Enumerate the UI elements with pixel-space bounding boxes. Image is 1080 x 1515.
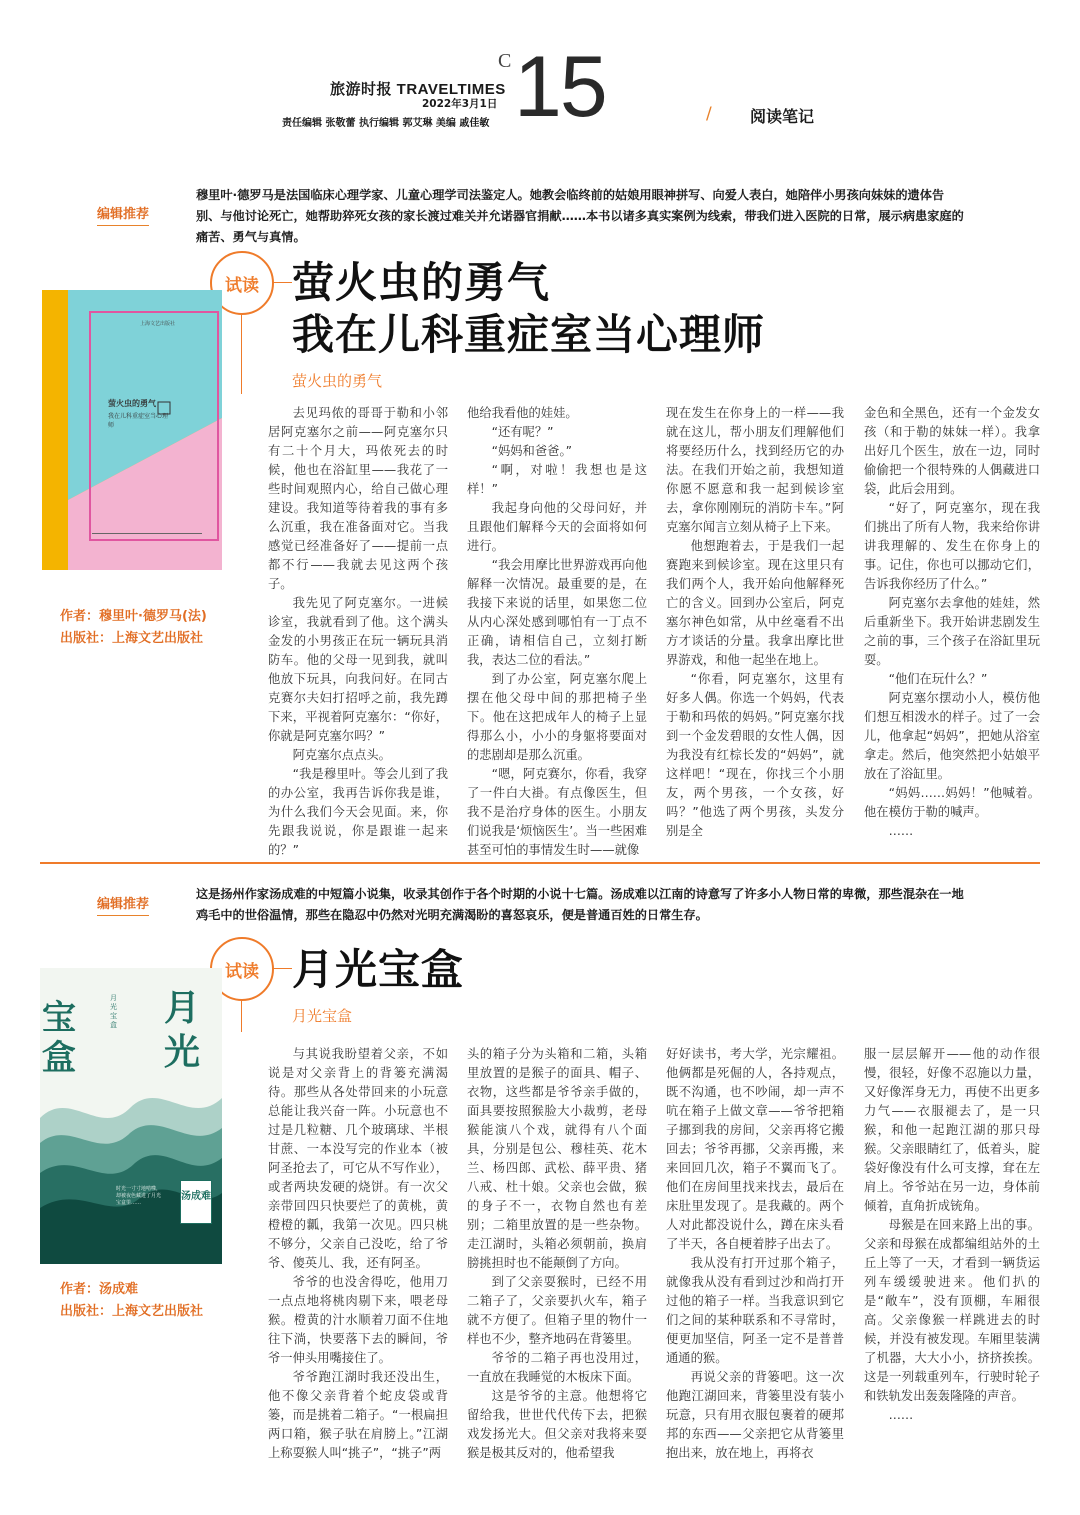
book-spine xyxy=(42,290,69,570)
article-intro: 穆里叶·德罗马是法国临床心理学家、儿童心理学司法鉴定人。她教会临终前的姑娘用眼神拼写、向爱人表白，她陪伴小男孩向妹妹的遗体告别、与他讨论死亡，她帮助猝死女孩的家长渡过难关并允诺器官捐献……本书以诸多真实案例为线索，带我们进入医院的日常，展示病患家庭的痛苦、勇气与真情。 xyxy=(196,188,964,244)
cover-title: 萤火虫的勇气 xyxy=(108,399,156,408)
paragraph: 服一层层解开——他的动作很慢，很轻，好像不忍施以力量，又好像浑身无力，再使不出更多力气——衣服褪去了，是一只猴，和他一起跑江湖的那只母猴。父亲眼睛红了，低着头，腚袋好像没有什么可支撑，耷在左肩上。爷爷站在另一边，身体前倾着，直角折成铳角。 xyxy=(864,1047,1040,1213)
book-meta xyxy=(60,1279,203,1323)
paragraph: 到了父亲耍猴时，已经不用二箱子了，父亲要扒火车，箱子就不方便了。但箱子里的物什一样也不少，整齐地码在背篓里。 xyxy=(467,1275,647,1346)
section-divider xyxy=(40,862,1040,864)
paragraph: “妈妈和爸爸。” xyxy=(491,444,572,458)
trial-read-badge: 试读 xyxy=(210,251,274,315)
text-column xyxy=(268,404,448,860)
cover-art xyxy=(68,290,222,570)
paragraph: …… xyxy=(888,824,914,838)
paragraph: 母猴是在回来路上出的事。父亲和母猴在成都编组站外的土丘上等了一天，才看到一辆货运列车缓缓驶进来。他们扒的是“敞车”，没有顶棚，车厢很高。父亲像猴一样跳进去的时候，并没有被发现。车厢里装满了机器，大大小小，挤挤挨挨。这是一列载重列车，行驶时轮子和铁轨发出轰轰隆隆的声音。 xyxy=(864,1218,1040,1403)
badge-connector xyxy=(241,998,242,1032)
badge-connector xyxy=(272,968,292,969)
article-intro: 这是扬州作家汤成难的中短篇小说集，收录其创作于各个时期的小说十七篇。汤成难以江南的诗意写了许多小人物日常的卑微，那些混杂在一地鸡毛中的世俗温情，那些在隐忍中仍然对光明充满渴盼的喜怒哀乐，便是普通百姓的日常生存。 xyxy=(196,887,964,922)
article-title: 月光宝盒 xyxy=(292,945,465,994)
paragraph: 这是爷爷的主意。他想将它留给我，世世代代传下去，把猴戏发扬光大。但父亲对我将来耍猴是极其反对的，他希望我 xyxy=(467,1389,647,1460)
cover-publisher: 上海文艺出版社 xyxy=(140,321,176,327)
paragraph: “还有呢？” xyxy=(491,425,554,439)
book-meta xyxy=(60,606,207,650)
paragraph: 与其说我盼望着父亲，不如说是对父亲背上的背篓充满渴待。那些从各处带回来的小玩意总能让我兴奋一阵。小玩意也不过是几粒糖、几个玻璃球、半根甘蔗、一本没写完的作业本（被阿圣抢去了，可它从不写作业），或者两块发硬的烧饼。有一次父亲带回四只快要烂了的黄桃，黄橙橙的瓤，我第一次见。四只桃不够分，父亲自己没吃，给了爷爷、傻英儿、我，还有阿圣。 xyxy=(268,1047,448,1270)
editor-recommend-tag: 编辑推荐 xyxy=(97,893,149,916)
paragraph: …… xyxy=(888,1408,914,1422)
paragraph: 好好读书，考大学，光宗耀祖。他俩都是死倔的人，各持观点，既不沟通，也不吵闹，却一声不吭在箱子上做文章——爷爷把箱子挪到我的房间，父亲再将它搬回去；爷爷再挪，父亲再搬，来来回回几次，箱子不翼而飞了。他们在房间里找来找去，最后在床肚里发现了。是我藏的。两个人对此都没说什么，蹲在床头看了半天，各自梗着脖子出去了。 xyxy=(666,1047,844,1251)
editor-credits: 责任编辑 张敬蕾 执行编辑 郭艾琳 美编 戚佳敏 xyxy=(282,118,490,129)
paragraph: “我是穆里叶。等会儿到了我的办公室，我再告诉你我是谁，为什么我们今天会见面。来，你先跟我说说，你是跟谁一起来的？” xyxy=(268,767,448,857)
paragraph: 我从没有打开过那个箱子，就像我从没有看到过沙和尚打开过他的箱子一样。当我意识到它们之间的某种联系和不寻常时，便更加坚信，阿圣一定不是普普通通的猴。 xyxy=(666,1256,844,1365)
paragraph: 我先见了阿克塞尔。一进候诊室，我就看到了他。这个满头金发的小男孩正在玩一辆玩具消防车。他的父母一见到我，就叫他放下玩具，向我问好。在同古克赛尔夫妇打招呼之前，我先蹲下来，平视着阿克塞尔：“你好，你就是阿克塞尔吗？” xyxy=(268,596,448,743)
paragraph: “嗯，阿克赛尔，你看，我穿了一件白大褂。有点像医生，但我不是治疗身体的医生。小朋友们说我是‘烦恼医生’。当一些困难甚至可怕的事情发生时——就像 xyxy=(467,767,647,857)
section-letter: C xyxy=(498,50,512,72)
paragraph: 金色和全黑色，还有一个金发女孩（和于勒的妹妹一样）。我拿出好几个医生，放在一边，同时偷偷把一个很特殊的人偶藏进口袋，此后会用到。 xyxy=(864,406,1040,496)
paragraph: “你看，阿克塞尔，这里有好多人偶。你选一个妈妈，代表于勒和玛侬的妈妈。”阿克塞尔找到一个金发碧眼的女性人偶，因为我没有红棕长发的“妈妈”，就这样吧！“现在，你找三个小朋友，两个男孩，一个女孩，好吗？”他选了两个男孩，头发分别是全 xyxy=(666,672,844,838)
paragraph: 爷爷的二箱子再也没用过，一直放在我睡觉的木板床下面。 xyxy=(467,1351,647,1384)
cover-subtitle: 我在儿科重症室当心理师 xyxy=(108,413,169,429)
paragraph: “我会用摩比世界游戏再向他解释一次情况。最重要的是，在我接下来说的话里，如果您二位从内心深处感到哪怕有一丁点不正确，请相信自己，立刻打断我，表达二位的看法。” xyxy=(467,558,647,667)
slash-ornament: / xyxy=(706,104,712,124)
paragraph: “啊，对啦！我想也是这样！” xyxy=(467,463,647,496)
page-number: 15 xyxy=(514,39,606,135)
cover-rule xyxy=(92,533,202,534)
book-publisher: 出版社：上海文艺出版社 xyxy=(60,1304,204,1319)
cover-title-left: 宝盒 xyxy=(42,998,76,1078)
book-publisher: 出版社：上海文艺出版社 xyxy=(60,631,204,646)
newspaper-name: 旅游时报 TRAVELTIMES xyxy=(330,81,506,98)
cover-vertical-title: 月光宝盒 xyxy=(110,994,117,1029)
cover-title-right: 月光 xyxy=(164,987,201,1073)
paragraph: 爷爷的也没舍得吃，他用刀一点点地将桃肉剔下来，喂老母猴。橙黄的汁水顺着刀面不住地往下淌，快要落下去的瞬间，爷爷一伸头用嘴接住了。 xyxy=(268,1275,448,1365)
book-cover xyxy=(42,290,222,570)
text-column xyxy=(666,404,844,841)
book-author: 作者：穆里叶·德罗马(法) xyxy=(60,609,207,624)
paragraph: 阿克塞尔去拿他的娃娃，然后重新坐下。我开始讲悲剧发生之前的事，三个孩子在浴缸里玩耍。 xyxy=(864,596,1040,667)
badge-connector xyxy=(272,282,292,283)
paragraph: “他们在玩什么？” xyxy=(888,672,988,686)
book-author: 作者：汤成难 xyxy=(60,1282,139,1297)
text-column xyxy=(864,1045,1040,1425)
article-title xyxy=(292,257,912,361)
paragraph: 现在发生在你身上的一样——我就在这儿，帮小朋友们理解他们将要经历什么，找到经历它的办法。在我们开始之前，我想知道你愿不愿意和我一起到候诊室去，拿你刚刚玩的消防卡车。”阿克塞尔闻言立刻从椅子上下来。 xyxy=(666,406,844,534)
paragraph: 头的箱子分为头箱和二箱，头箱里放置的是猴子的面具、帽子、衣物，这些都是爷爷亲手做的，面具要按照猴脸大小裁剪，老母猴能演八个戏，就得有八个面具，分别是包公、穆桂英、花木兰、杨四郎、武松、薛平贵、猪八戒、杜十娘。父亲也会做，猴的身子不一，衣物自然也有差别；二箱里放置的是一些杂物。走江湖时，头箱必须朝前，换肩膀挑担时也不能颠倒了方向。 xyxy=(467,1047,647,1270)
paragraph: 他想跑着去，于是我们一起赛跑来到候诊室。现在这里只有我们两个人，我开始向他解释死亡的含义。回到办公室后，阿克塞尔神色如常，从中丝毫看不出方才谈话的分量。我拿出摩比世界游戏，和他一起坐在地上。 xyxy=(666,539,844,667)
badge-connector xyxy=(241,312,242,394)
text-column xyxy=(268,1045,448,1463)
text-column xyxy=(467,404,647,860)
paragraph: “好了，阿克塞尔，现在我们挑出了所有人物，我来给你讲讲我理解的、发生在你身上的事。记住，你也可以挪动它们，告诉我你经历了什么。” xyxy=(864,501,1040,591)
paragraph: 阿克塞尔摆动小人，模仿他们想互相泼水的样子。过了一会儿，他拿起“妈妈”，把她从浴室拿走。然后，他突然把小姑娘平放在了浴缸里。 xyxy=(864,691,1040,781)
book-cover xyxy=(40,968,222,1264)
title-line: 萤火虫的勇气 xyxy=(292,258,551,307)
title-line: 我在儿科重症室当心理师 xyxy=(292,310,766,359)
column-name: 阅读笔记 xyxy=(750,107,815,126)
text-column xyxy=(864,404,1040,841)
paragraph: 再说父亲的背篓吧。这一次他跑江湖回来，背篓里没有装小玩意，只有用衣服包裹着的硬邦邦的东西——父亲把它从背篓里抱出来，放在地上，再将衣 xyxy=(666,1370,844,1460)
text-column xyxy=(467,1045,647,1463)
editor-recommend-tag: 编辑推荐 xyxy=(97,203,149,226)
paragraph: “妈妈……妈妈！”他喊着。他在模仿于勒的喊声。 xyxy=(864,786,1040,819)
article-subtitle: 萤火虫的勇气 xyxy=(292,372,383,390)
paragraph: 我起身向他的父母问好，并且跟他们解释今天的会面将如何进行。 xyxy=(467,501,647,553)
paragraph: 他给我看他的娃娃。 xyxy=(467,406,578,420)
paragraph: 爷爷跑江湖时我还没出生，他不像父亲背着个蛇皮袋或背篓，而是挑着二箱子。“一根扁担两口箱，猴子驮在肩膀上。”江湖上称耍猴人叫“挑子”，“挑子”两 xyxy=(268,1370,448,1460)
issue-date: 2022年3月1日 xyxy=(422,98,498,110)
cover-blurb: 时光一寸寸地啃噬，却被夜色藏进了月光宝盒里…… xyxy=(116,1186,162,1206)
text-column xyxy=(666,1045,844,1463)
paragraph: 到了办公室，阿克塞尔爬上摆在他父母中间的那把椅子坐下。他在这把成年人的椅子上显得那么小，小小的身躯将要面对的悲剧却是那么沉重。 xyxy=(467,672,647,762)
article-subtitle: 月光宝盒 xyxy=(292,1007,353,1025)
cover-author-box: 汤成难 xyxy=(180,1180,212,1224)
paragraph: 去见玛侬的哥哥于勒和小邻居阿克塞尔之前——阿克塞尔只有二十个月大，玛侬死去的时候，他也在浴缸里——我花了一些时间观照内心，给自己做心理建设。我知道等待着我的事有多么沉重，我在准备面对它。当我感觉已经准备好了——提前一点都不行——我就去见这两个孩子。 xyxy=(268,406,448,591)
trial-read-badge: 试读 xyxy=(210,937,274,1001)
paragraph: 阿克塞尔点点头。 xyxy=(292,748,391,762)
